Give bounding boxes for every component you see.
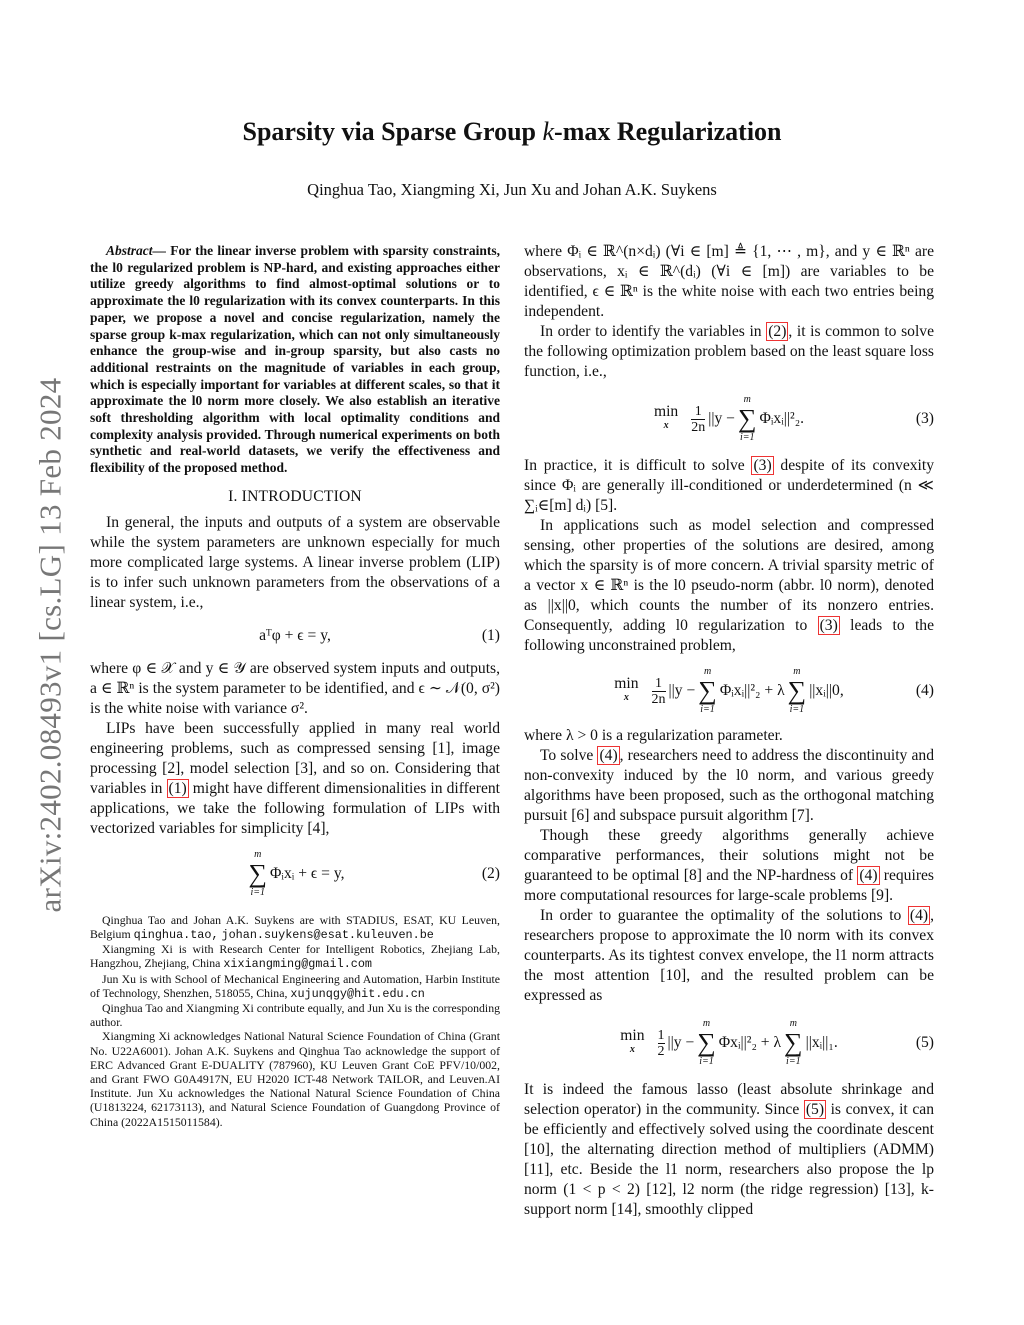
right-paragraph-9: It is indeed the famous lasso (least absolute shrinkage and selection operator) in the community. Since (5) is convex, it can be efficiently and effectively solved using the coordinate descent [10], the alternating direction method of multipliers (ADMM) [11], etc. Beside the l1 norm, researchers also propose the lp norm (1 < p < 2) [12], l2 norm (the ridge regression) [13], k-support norm [14], smoothly clipped [524,1081,934,1218]
fraction: $\frac{1}{2n}$ [691,403,706,435]
summation-symbol: m ∑ i=1 [698,666,717,715]
right-column [524,242,934,1220]
right-paragraph-7: Though these greedy algorithms generally achieve comparative performances, their solutions might not be guaranteed to be optimal [8] and the NP-hardness of (4) requires more computational resources for large-scale problems [9]. [524,827,934,904]
paper-title: Sparsity via Sparse Group k-max Regularization [242,117,782,146]
fraction: $\frac{1}{2}$ [657,1027,665,1059]
summation-symbol: m ∑ i=1 [737,394,757,443]
equation-reference-link[interactable]: (3) [819,617,838,634]
fraction: $\frac{1}{2n}$ [651,675,666,707]
equation-reference-link[interactable]: (4) [599,747,618,764]
min-operator: min x [653,403,679,431]
footnote-affiliation-2: Xiangming Xi is with Research Center for Intelligent Robotics, Zhejiang Lab, Hangzhou, Zhejiang, China xixiangming@gmail.com [90,942,500,972]
author-list: Qinghua Tao, Xiangming Xi, Jun Xu and Johan A.K. Suykens [307,180,717,199]
abstract: Abstract— For the linear inverse problem with sparsity constraints, the l0 regularized problem is NP-hard, and existing approaches either utilize greedy algorithms to find almost-optimal solutions or to approximate the l0 regularization with its convex counterparts. In this paper, we propose a novel and concise regularization, namely the sparse group k-max regularization, which can not only simultaneously enhance the group-wise and in-group sparsity, but also casts no additional restraints on the magnitude of variables in each group, which is especially important for variables at different scales, so that it approximate the l0 norm more closely. We also establish an iterative soft thresholding algorithm with local optimality conditions and complexity analysis provided. Through numerical experiments on both synthetic and real-world datasets, we verify the effectiveness and flexibility of the proposed method. [90,243,500,476]
min-operator: min x [620,1027,645,1055]
equation-reference-link[interactable]: (5) [805,1101,825,1118]
min-operator: min x [614,675,639,703]
footnote-contribution: Qinghua Tao and Xiangming Xi contribute equally, and Jun Xu is the corresponding author. [90,1001,500,1030]
equation-reference-link[interactable]: (1) [168,779,187,797]
right-paragraph-1: where Φᵢ ∈ ℝ^(n×dᵢ) (∀i ∈ [m] ≜ {1, ⋯ , m}, and y ∈ ℝⁿ are observations, xᵢ ∈ ℝ^(dᵢ) (∀i ∈ [m]) are variables to be identified, ϵ ∈ ℝⁿ is the white noise with each two entries being independent. [524,243,934,320]
right-paragraph-8: In order to guarantee the optimality of the solutions to (4) , researchers propose to approximate the l0 norm with its convex counterparts. As its tightest convex envelope, the l1 norm attracts the most attention [10], and the resulted problem can be expressed as [524,907,934,1004]
intro-paragraph-2: where φ ∈ 𝒳 and y ∈ 𝒴 are observed system inputs and outputs, a ∈ ℝⁿ is the system parameter to be identified, and ϵ ∼ 𝒩(0, σ²) is the white noise with variance σ². [90,659,500,717]
equation-reference-link[interactable]: (4) [909,907,929,924]
section-heading-introduction: I. INTRODUCTION [228,487,362,505]
right-paragraph-3: In practice, it is difficult to solve (3) despite of its convexity since Φᵢ are generally ill-conditioned or underdetermined (n ≪ ∑ᵢ∈[m] dᵢ) [5]. [524,457,934,514]
equation-5-number: (5) [915,1034,934,1051]
intro-paragraph-3: LIPs have been successfully applied in many real world engineering problems, such as compressed sensing [1], image processing [2], model selection [3], and so on. Considering that variables in (1) might have different dimensionalities in different applications, we take the following formulation of LIPs with vectorized variables for simplicity [4], [90,719,500,837]
equation-4-number: (4) [915,682,934,699]
equation-reference-link[interactable]: (2) [768,323,787,340]
right-paragraph-5: where λ > 0 is a regularization parameter. [524,727,783,744]
footnotes [90,913,500,1129]
equation-3-number: (3) [915,410,934,427]
equation-1-number: (1) [481,626,500,644]
equation-reference-link[interactable]: (3) [753,457,772,474]
footnote-affiliation-1: Qinghua Tao and Johan A.K. Suykens are with STADIUS, ESAT, KU Leuven, Belgium qinghua.tao, johan.suykens@esat.kuleuven.be [90,912,500,943]
equation-1: aᵀφ + ϵ = y, (1) [259,626,500,644]
equation-4: min x $\frac{1}{2n}$ ||y − m ∑ i=1 Φᵢxᵢ||²₂ + λ m ∑ i=1 ||xᵢ||0, (4) [614,666,934,715]
equation-2-number: (2) [481,864,500,882]
equation-reference-link[interactable]: (4) [859,867,878,884]
footnote-affiliation-3: Jun Xu is with School of Mechanical Engineering and Automation, Harbin Institute of Technology, Shenzhen, 518055, China, xujunqgy@hit.edu.cn [90,971,500,1001]
equation-3: min x $\frac{1}{2n}$ ||y − m ∑ i=1 Φᵢxᵢ||²₂. (3) [653,394,934,443]
left-column [90,242,500,1129]
summation-symbol: m ∑ i=1 [697,1018,716,1067]
right-paragraph-2: In order to identify the variables in (2) , it is common to solve the following optimization problem based on the least square loss function, i.e., [524,323,935,380]
arxiv-identifier: arXiv:2402.08493v1 [cs.LG] 13 Feb 2024 [32,377,68,913]
summation-symbol: m ∑ i=1 [784,1018,803,1067]
right-paragraph-6: To solve (4) , researchers need to address the discontinuity and non-convexity induced by the l0 norm, and various greedy algorithms have been proposed, such as the orthogonal matching pursuit [6] and subspace pursuit algorithm [7]. [524,747,935,824]
right-paragraph-4: In applications such as model selection and compressed sensing, other properties of the solutions are desired, among which the sparsity is of more concern. A trivial sparsity metric of a vector x ∈ ℝⁿ is the l0 pseudo-norm (abbr. l0 norm), denoted as ||x||0, which counts the number of its nonzero entries. Consequently, adding l0 regularization to (3) leads to the following unconstrained problem, [524,517,934,654]
intro-paragraph-1: In general, the inputs and outputs of a system are observable while the system parameters are unknown especially for much more complicated large systems. A linear inverse problem (LIP) is to infer such unknown parameters from the observations of a linear system, i.e., [90,513,500,611]
summation-symbol: m ∑ i=1 [787,666,807,715]
equation-2: m ∑ i=1 Φᵢxᵢ + ϵ = y, (2) [248,848,500,898]
footnote-funding: Xiangming Xi acknowledges National Natural Science Foundation of China (Grant No. U22A6001). Johan A.K. Suykens and Qinghua Tao acknowledge the support of ERC Advanced Grant E-DUALITY (787960), KU Leuven Grant CoE PFV/10/002, and Grant FWO G0A4917N, EU H2020 ICT-48 Network TAILOR, and Leuven.AI Institute. Jun Xu acknowledges the National Natural Science Foundation of China (U1813224, 62173113), and Natural Science Foundation of Guangdong Province of China (2022A1515011584). [90,1029,500,1129]
equation-5: min x $\frac{1}{2}$ ||y − m ∑ i=1 Φxᵢ||²₂ + λ m ∑ i=1 ||xᵢ||₁. (5) [620,1018,934,1067]
summation-symbol: m ∑ i=1 [248,848,268,898]
